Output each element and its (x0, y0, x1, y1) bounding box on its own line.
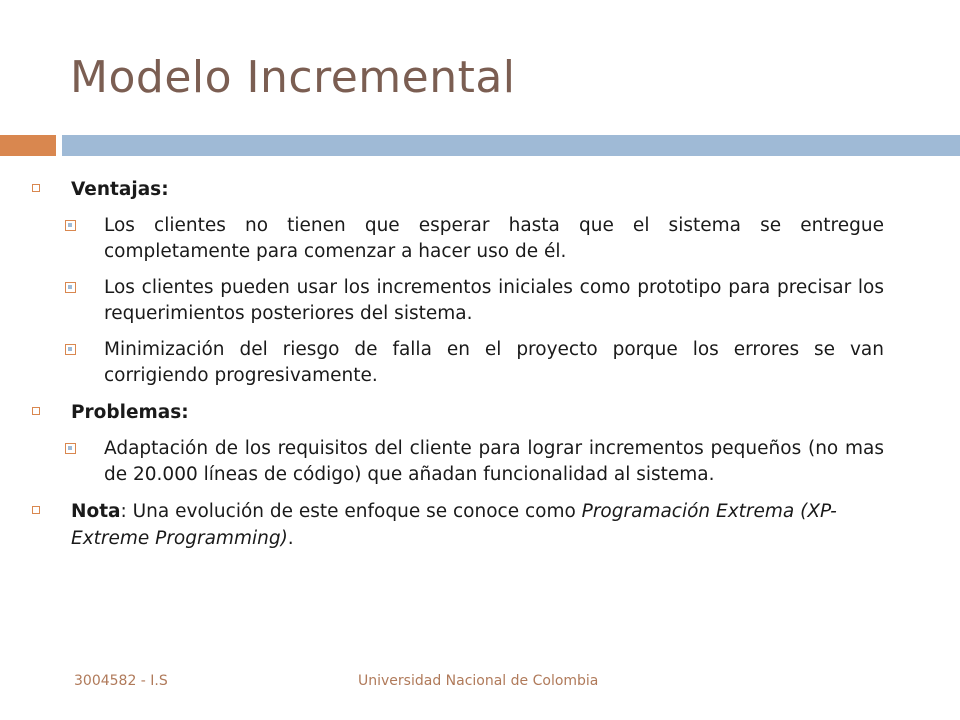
square-bullet-icon (65, 344, 76, 355)
title-accent-bar-blue (62, 135, 960, 156)
section-problemas (32, 399, 884, 426)
list-item (65, 213, 884, 265)
list-item-text: Los clientes pueden usar los incrementos iniciales como prototipo para precisar los requerimientos posteriores del sistema. (104, 277, 884, 324)
slide-content (32, 176, 884, 562)
section-heading-problemas: Problemas: (71, 402, 189, 423)
list-item-text: Adaptación de los requisitos del cliente para lograr incrementos pequeños (no mas de 20.000 líneas de código) que añadan funcionalidad al sistema. (104, 438, 884, 485)
nota-label: Nota (71, 501, 121, 522)
nota-end: . (287, 528, 294, 549)
square-bullet-icon (32, 506, 40, 514)
list-item (65, 436, 884, 488)
footer-institution: Universidad Nacional de Colombia (358, 673, 599, 689)
list-item (65, 275, 884, 327)
section-nota (32, 498, 884, 552)
square-bullet-icon (32, 184, 40, 192)
list-item-text: Los clientes no tienen que esperar hasta que el sistema se entregue completamente para comenzar a hacer uso de él. (104, 215, 884, 262)
square-bullet-icon (65, 443, 76, 454)
square-bullet-icon (65, 282, 76, 293)
footer-course-code: 3004582 - I.S (74, 673, 168, 689)
square-bullet-icon (65, 220, 76, 231)
list-item-text: Minimización del riesgo de falla en el proyecto porque los errores se van corrigiendo progresivamente. (104, 339, 884, 386)
nota-text: : Una evolución de este enfoque se conoce como (120, 501, 582, 522)
section-heading-ventajas: Ventajas: (71, 179, 169, 200)
title-accent-bar-orange (0, 135, 56, 156)
nota-emphasis: Programación Extrema (XP-Extreme Programming) (71, 501, 837, 549)
square-bullet-icon (32, 407, 40, 415)
list-item (65, 337, 884, 389)
section-ventajas (32, 176, 884, 203)
slide-title: Modelo Incremental (70, 52, 516, 103)
